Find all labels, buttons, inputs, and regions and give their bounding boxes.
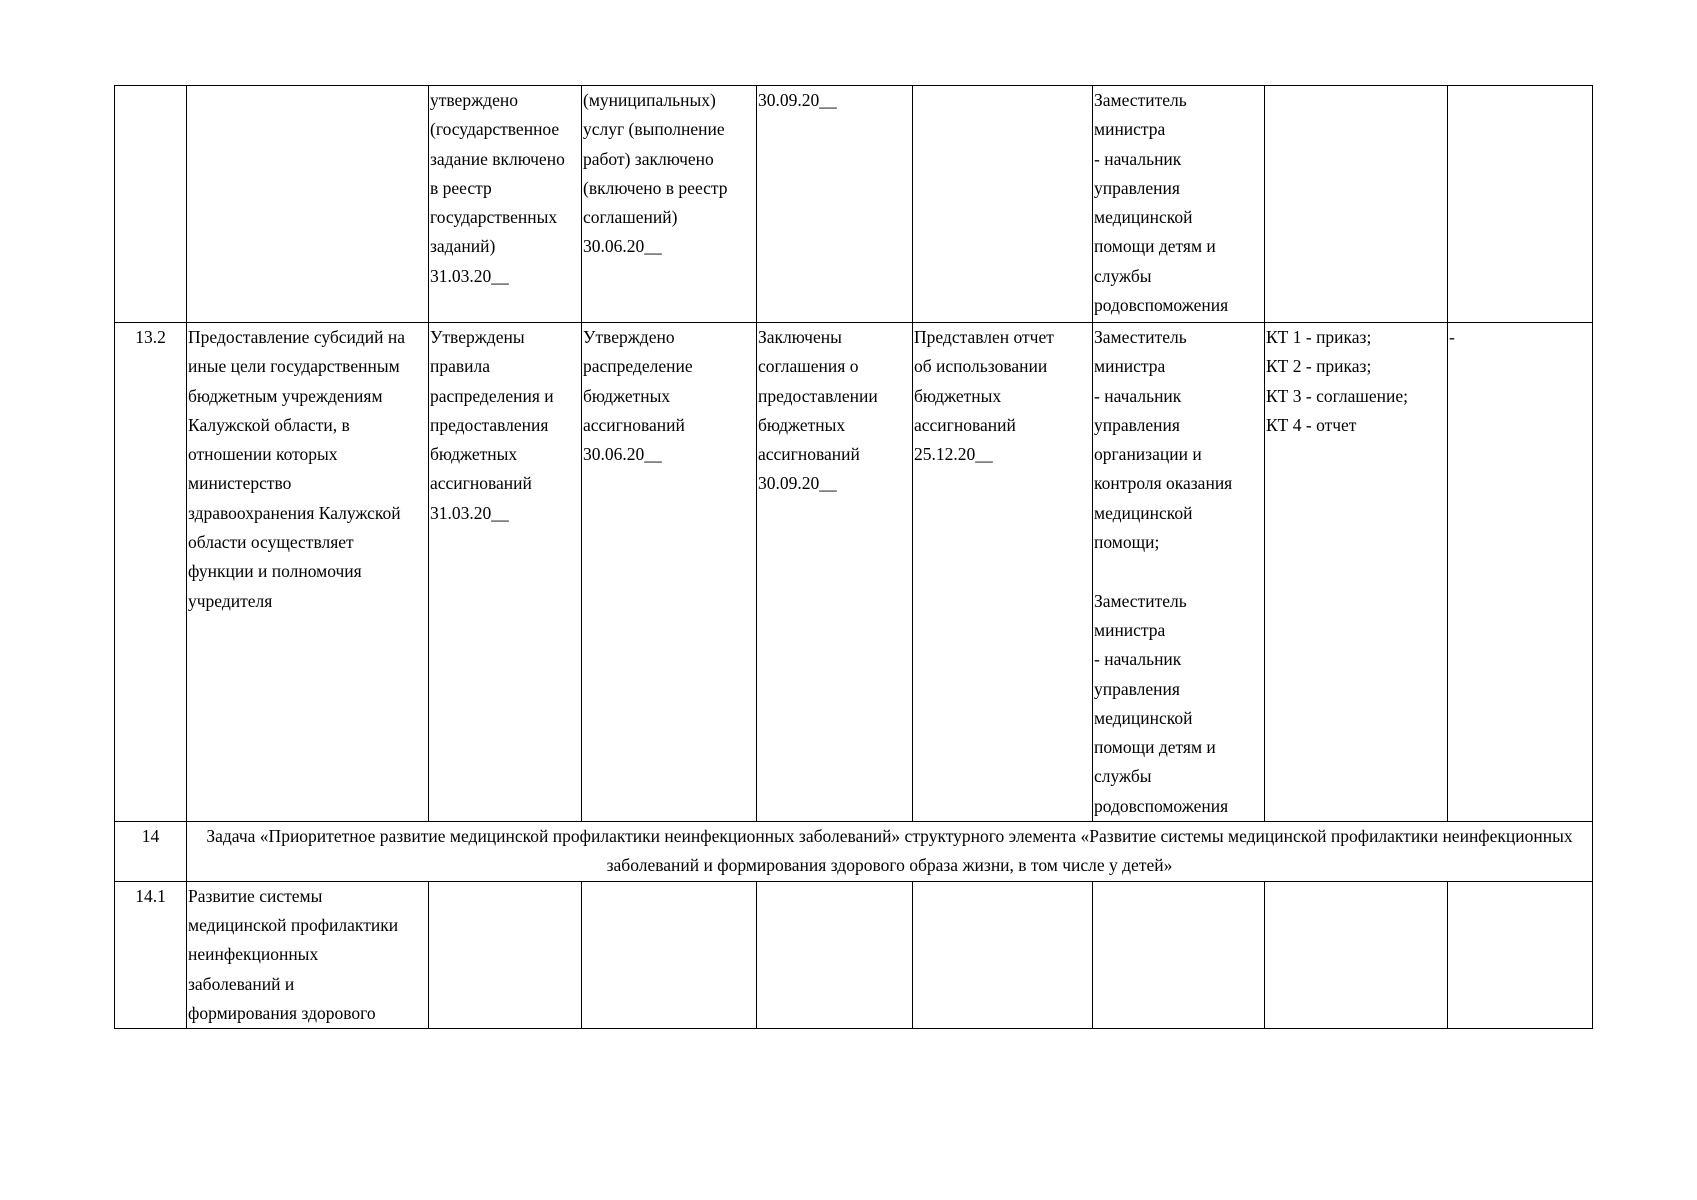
row-number [115,86,187,323]
control-point-4-cell [913,881,1093,1028]
event-name-cell [187,86,429,323]
control-point-2-cell: Утверждено распределение бюджетных ассигнований 30.06.20__ [582,323,757,822]
task-row [115,822,1593,882]
event-name-cell: Предоставление субсидий на иные цели государственным бюджетным учреждениям Калужской области, в отношении которых министерство здравоохранения Калужской области осуществляет функции и полномочия учредителя [187,323,429,822]
table-row [115,86,1593,323]
control-point-4-cell [913,86,1093,323]
control-point-1-cell [429,881,582,1028]
responsible-cell: Заместитель министра - начальник управления медицинской помощи детям и службы родовспоможения [1093,86,1265,323]
document-type-cell [1265,86,1448,323]
table-row [115,323,1593,822]
event-name-cell: Развитие системы медицинской профилактики неинфекционных заболеваний и формирования здорового [187,881,429,1028]
control-point-1-cell: утверждено (государственное задание включено в реестр государственных заданий) 31.03.20__ [429,86,582,323]
control-point-2-cell [582,881,757,1028]
responsible-cell [1093,881,1265,1028]
control-point-4-cell: Представлен отчет об использовании бюджетных ассигнований 25.12.20__ [913,323,1093,822]
control-point-3-cell: Заключены соглашения о предоставлении бюджетных ассигнований 30.09.20__ [757,323,913,822]
note-cell [1448,86,1593,323]
control-point-1-cell: Утверждены правила распределения и предоставления бюджетных ассигнований 31.03.20__ [429,323,582,822]
row-number: 13.2 [115,323,187,822]
responsible-cell: Заместитель министра - начальник управления организации и контроля оказания медицинской помощи; Заместитель министра - начальник управления медицинской помощи детям и службы родовспоможения [1093,323,1265,822]
document-type-cell [1265,881,1448,1028]
note-cell: - [1448,323,1593,822]
plan-table [114,85,1593,1029]
control-point-3-cell: 30.09.20__ [757,86,913,323]
note-cell [1448,881,1593,1028]
task-title: Задача «Приоритетное развитие медицинской профилактики неинфекционных заболеваний» структурного элемента «Развитие системы медицинской профилактики неинфекционных заболеваний и формирования здорового образа жизни, в том числе у детей» [187,822,1593,882]
control-point-2-cell: (муниципальных) услуг (выполнение работ) заключено (включено в реестр соглашений) 30.06.20__ [582,86,757,323]
document-type-cell: КТ 1 - приказ; КТ 2 - приказ; КТ 3 - соглашение; КТ 4 - отчет [1265,323,1448,822]
control-point-3-cell [757,881,913,1028]
task-number: 14 [115,822,187,882]
table-row [115,881,1593,1028]
row-number: 14.1 [115,881,187,1028]
